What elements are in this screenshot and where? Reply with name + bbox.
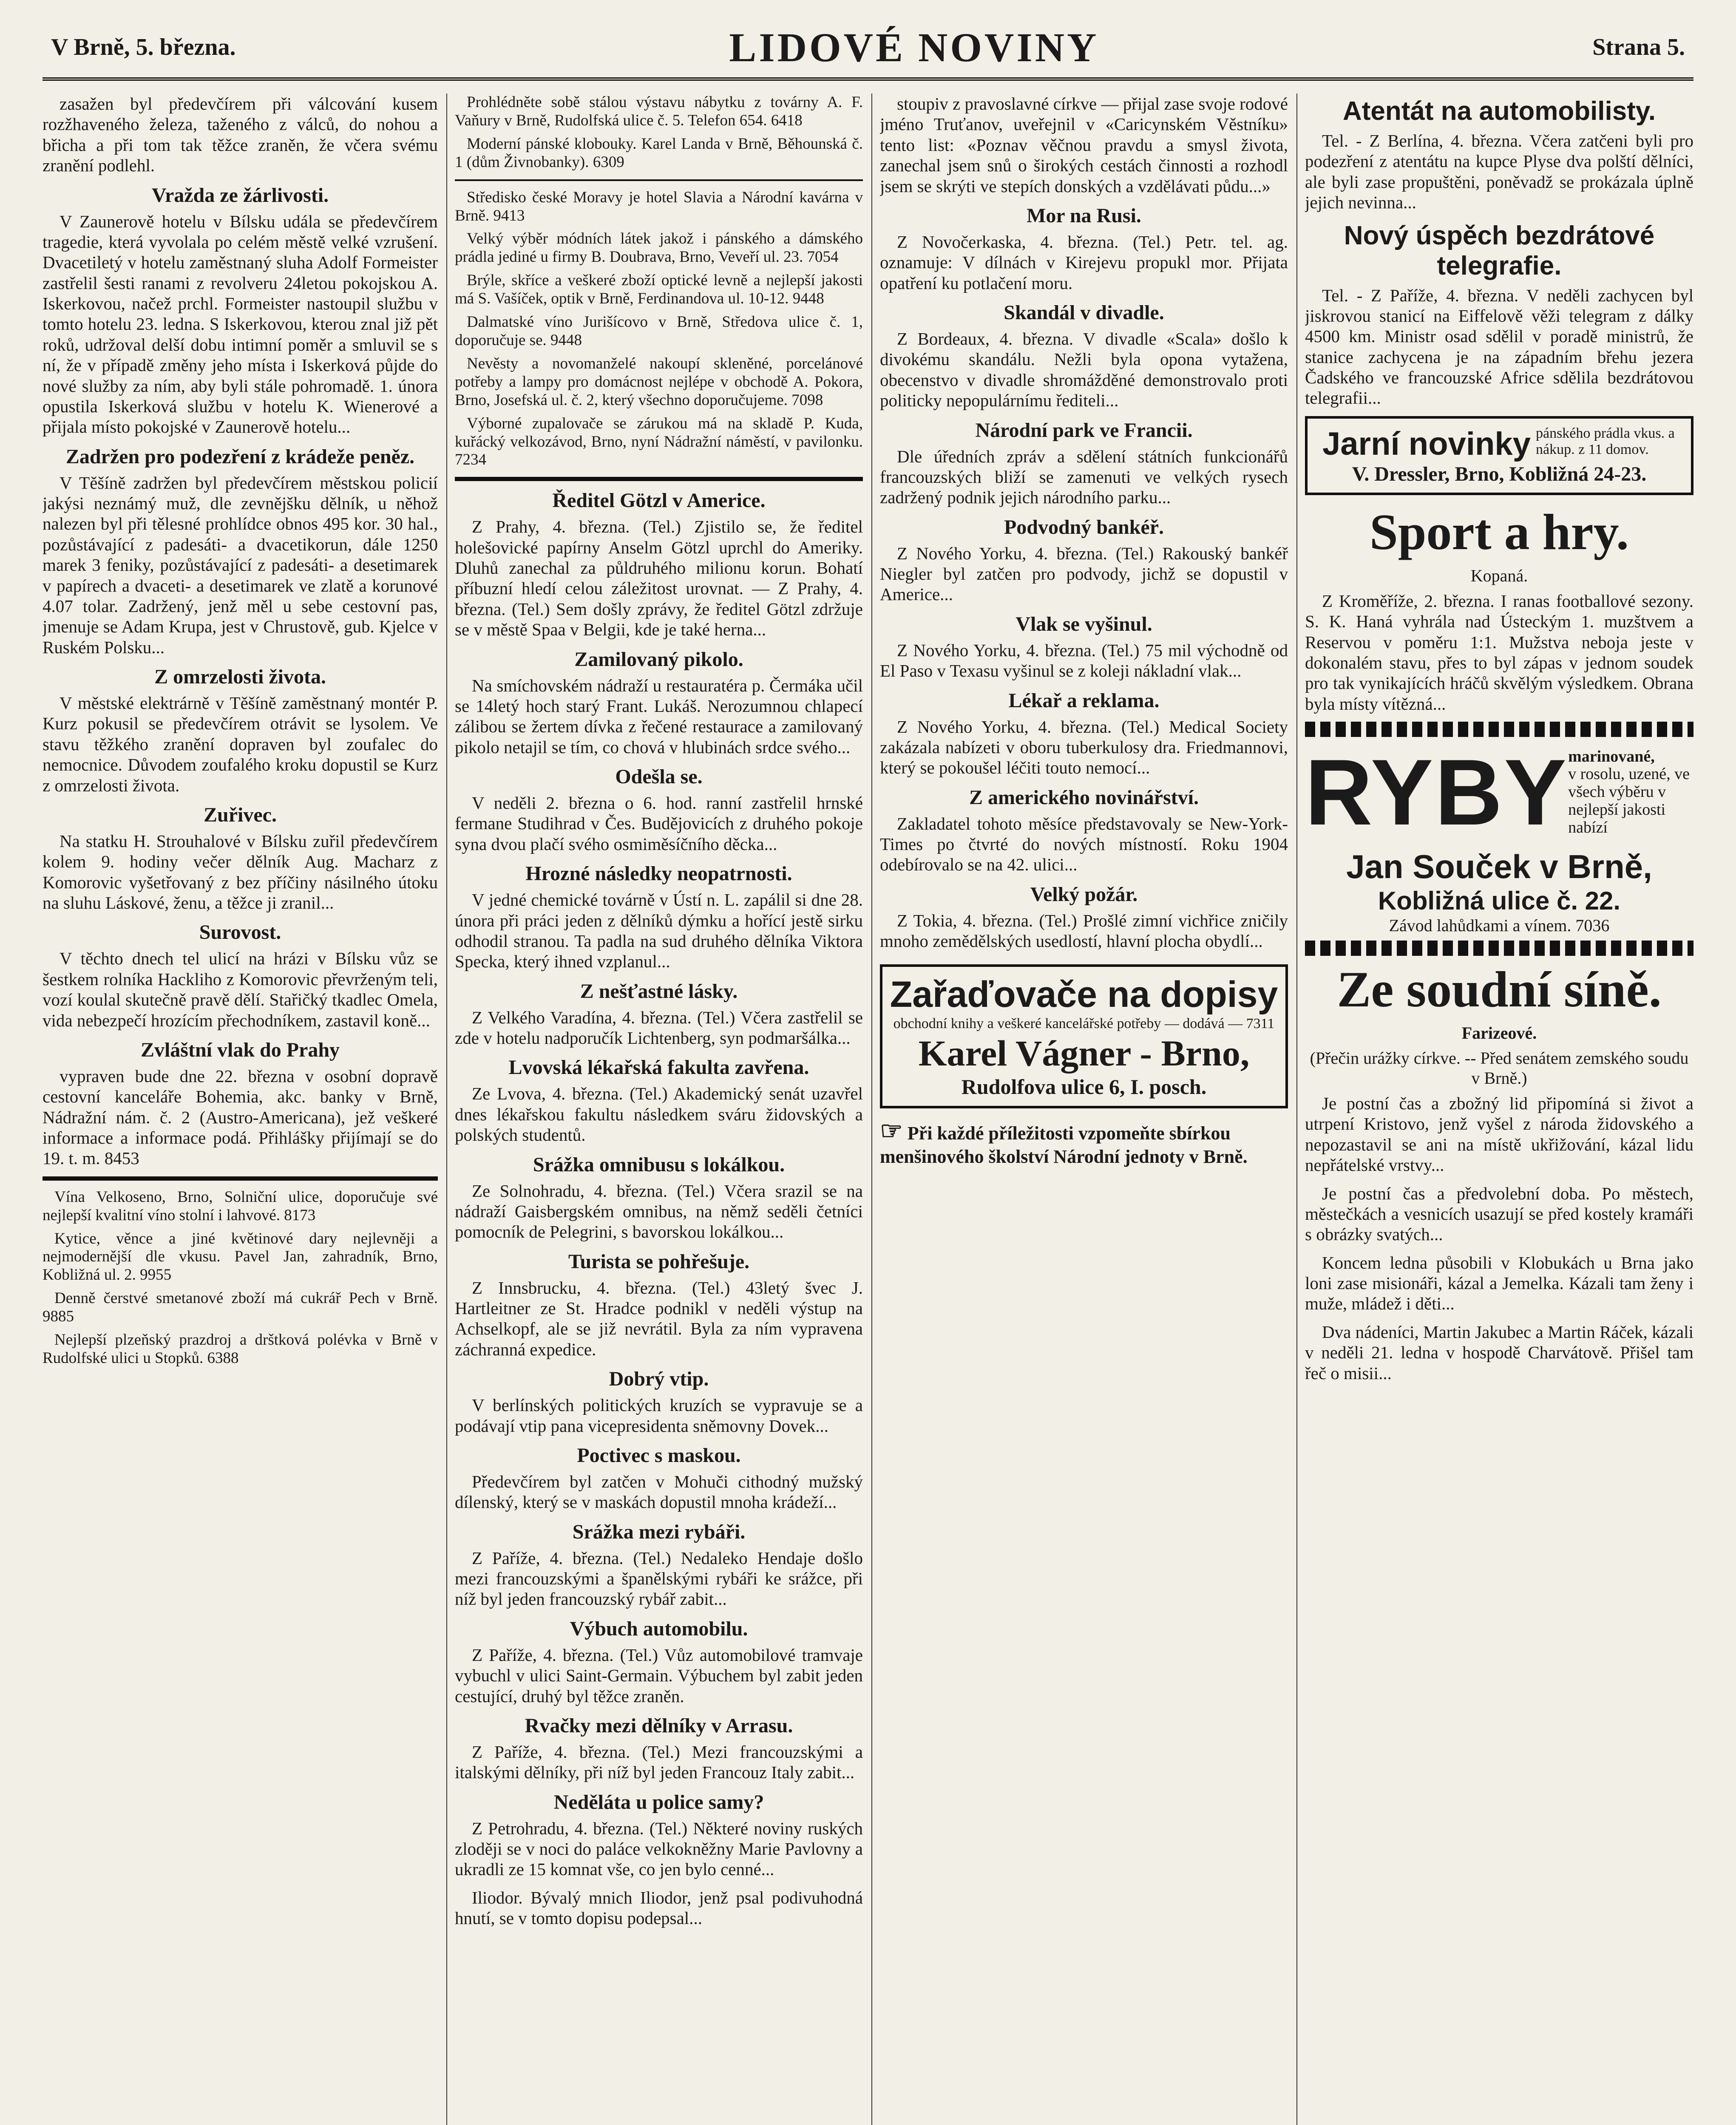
article-heading: Poctivec s maskou.: [577, 1444, 741, 1467]
article-paragraph: Je postní čas a zbožný lid připomíná si život a utrpení Kristovo, jenž vyšel z národa židovského a nepozastavil se ani na místě ukřižování, kázal lidu nepřátelské vrstvy...: [1305, 1094, 1693, 1175]
column-4: [1305, 94, 1693, 2125]
classified-ad: Denně čerstvé smetanové zboží má cukrář Pech v Brně. 9885: [43, 1289, 438, 1326]
article-paragraph: Z Velkého Varadína, 4. března. (Tel.) Včera zastřelil se zde v hotelu nadporučík Lichtenberg, syn podmaršálka...: [455, 1007, 863, 1048]
article-heading: Z nešťastné lásky.: [580, 980, 738, 1003]
ornamental-rule: [1305, 722, 1693, 737]
article-paragraph: Je postní čas a předvolební doba. Po městech, městečkách a vesnicích usazují se před kostely kramáři s obrázky svatých...: [1305, 1183, 1693, 1244]
divider: [455, 477, 863, 481]
article-heading: Nový úspěch bezdrátové telegrafie.: [1344, 221, 1655, 280]
article-heading: Skandál v divadle.: [1004, 301, 1164, 324]
classified-ad: Dalmatské víno Jurišícovo v Brně, Středova ulice č. 1, doporučuje se. 9448: [455, 313, 863, 349]
classified-ad: Výborné zupalovače se zárukou má na skladě P. Kuda, kuřácký velkozávod, Brno, nyní Nádražní náměstí, v pavilonku. 7234: [455, 414, 863, 469]
classified-ad: Velký výběr módních látek jakož i pánského a dámského prádla jediné u firmy B. Doubrava, Brno, Veveří ul. 23. 7054: [455, 230, 863, 266]
article-paragraph: zasažen byl předevčírem při válcování kusem rozžhaveného železa, taženého z válců, do nohou a břicha a při tom tak těžce zraněn, že včera svému zranění podlehl.: [43, 94, 438, 176]
article-heading: Velký požár.: [1030, 883, 1138, 906]
divider: [455, 179, 863, 181]
sport-subtitle: Kopaná.: [1470, 566, 1528, 585]
article-heading: Surovost.: [199, 921, 281, 944]
article-paragraph: Ze Solnohradu, 4. března. (Tel.) Včera srazil se na nádraží Gaisbergském omnibus, na němž seděli četníci pomocník de Pelegrini, s bavorskou lokálkou...: [455, 1181, 863, 1242]
article-paragraph: V berlínských politických kruzích se vypravuje se a podávají vtip pana vicepresidenta sněmovny Dovek...: [455, 1395, 863, 1436]
ad-fish-right-1: marinované,: [1568, 747, 1655, 765]
article-paragraph: Dva nádeníci, Martin Jakubec a Martin Ráček, kázali v neděli 21. ledna v hospodě Charvátově. Přišel tam řeč o misii...: [1305, 1322, 1693, 1383]
article-paragraph: V Těšíně zadržen byl předevčírem městskou policií jakýsi neznámý muž, dle zevnějšku dělník, u něhož nalezen byl při tělesné prohlídce obnos 495 kor. 30 hal., pozůstávající z padesáti- a dvacetikorun, dále 1250 marek 3 feniky, pozůstávající z padesáti- a desetimarek v papírech a dvaceti- a desetimarek ve zlatě a korunové 4.07 tolar. Zadržený, jenž měl u sebe cestovní pas, jmenuje se Adam Krupa, jest v Chrustově, gub. Kjelce v Ruském Polsku...: [43, 473, 438, 657]
article-paragraph: Z Nového Yorku, 4. března. (Tel.) Rakouský bankéř Niegler byl zatčen pro podvody, jichž se dopustil v Americe...: [880, 543, 1288, 604]
article-paragraph: Z Nového Yorku, 4. března. (Tel.) 75 mil východně od El Paso v Texasu vyšinul se z koleji nákladní vlak...: [880, 640, 1288, 681]
ad-fish-right-2: v rosolu, uzené, ve všech výběru v nejlepší jakosti nabízí: [1568, 765, 1690, 836]
article-heading: Zamilovaný pikolo.: [574, 648, 743, 671]
court-subtitle: Farizeové.: [1461, 1023, 1537, 1043]
article-paragraph: Z Paříže, 4. března. (Tel.) Vůz automobilové tramvaje vybuchl v ulici Saint-Germain. Výbuchem byl zabit jeden cestující, druhý byl těžce zraněn.: [455, 1645, 863, 1706]
article-heading: Neděláta u police samy?: [553, 1791, 764, 1813]
article-paragraph: V Zaunerově hotelu v Bílsku udála se předevčírem tragedie, která vyvolala po celém městě velké vzrušení. Dvacetiletý v hotelu zaměstnaný sluha Adolf Formeister zastřelil šesti ranami z revolveru 24letou pokojskou A. Iskerkovou, načež prchl. Formeister nastoupil službu v tomto hotelu 23. ledna. S Iskerkovou, kterou znal již pět roků, udržoval delší dobu intimní poměr a smluvil se s ní, že v případě změny jeho místa i Iskerková půjde do nové služby za ním, aby byli stále pohromadě. 1. února opustila Iskerková službu v hotelu K. Wienerové a přijala místo pokojské v Zaunerově hotelu...: [43, 211, 438, 437]
article-paragraph: Tel. - Z Berlína, 4. března. Včera zatčeni byli pro podezření z atentátu na kupce Plyse dva polští dělníci, ale byli zase propuštěni, poněvadž se prokázala úplně jejich nevinna...: [1305, 131, 1693, 212]
ad-small: pánského prádla vkus. a nákup. z 11 domov.: [1535, 425, 1675, 457]
article-paragraph: Z Prahy, 4. března. (Tel.) Zjistilo se, že ředitel holešovické papírny Anselm Götzl uprchl do Ameriky. Dluhů zanechal za půldruhého milionu korun. Bohatí příbuzní hledí celou záležitost urovnat. — Z Prahy, 4. března. (Tel.) Sem došly zprávy, že ředitel Götzl zdržuje se v městě Spaa v Belgii, kde je také herna...: [455, 517, 863, 640]
article-heading: Turista se pohřešuje.: [568, 1250, 750, 1273]
article-heading: Výbuch automobilu.: [570, 1617, 748, 1640]
article-paragraph: Z Petrohradu, 4. března. (Tel.) Některé noviny ruských zloději se v noci do paláce velkokněžny Marie Pavlovny a ukradli ze 15 komnat vše, co jen bylo cenné...: [455, 1818, 863, 1879]
article-heading: Národní park ve Francii.: [975, 419, 1193, 442]
court-lead: (Přečin urážky církve. -- Před senátem zemského soudu v Brně.): [1310, 1048, 1689, 1088]
article-heading: Srážka mezi rybáři.: [572, 1520, 746, 1543]
article-paragraph: Předevčírem byl zatčen v Mohuči cithodný mužský dílenský, který se v maskách dopustil mnoha krádeží...: [455, 1471, 863, 1512]
article-paragraph: Z Kroměříže, 2. března. I ranas footballové sezony. S. K. Haná vyhrála nad Ústeckým 1. muzštvem a Reservou v poměru 1:1. Mužstva neboja jeste v dokonalém stavu, přes to byl zápas v jednom soudek pro tak vynikajících hráčů skvělým výsledkem. Obrana byla místy vítězná...: [1305, 591, 1693, 714]
column-rule: [871, 94, 872, 2125]
classified-ad: Prohlédněte sobě stálou výstavu nábytku z továrny A. F. Vaňury v Brně, Rudolfská ulice č. 5. Telefon 654. 6418: [455, 94, 863, 129]
article-paragraph: Z Nového Yorku, 4. března. (Tel.) Medical Society zakázala nabízeti v oboru tuberkulosy dra. Friedmannovi, který se pokoušel léčiti touto nemocí...: [880, 717, 1288, 778]
court-title: Ze soudní síně.: [1337, 961, 1662, 1017]
ad-envelope-sorters: [880, 964, 1288, 1108]
article-paragraph: Na statku H. Strouhalové v Bílsku zuřil předevčírem kolem 9. hodiny večer dělník Aug. Macharz z Komorovic vyšetřovaný z bez příčiny násilného útoku na sluhu Láskové, ženu, a těžce ji zranil...: [43, 831, 438, 912]
article-paragraph: Zakladatel tohoto měsíce představovaly se New-York-Times po čtvrté do nových místností. Roku 1904 odebírovalo se na 42. ulici...: [880, 813, 1288, 875]
header-date: V Brně, 5. března.: [51, 34, 236, 60]
ad-fish-address: Kobližná ulice č. 22.: [1378, 887, 1621, 915]
article-paragraph: Z Tokia, 4. března. (Tel.) Prošlé zimní vichřice zničily mnoho zemědělských usedlostí, hlavní plocha obydlí...: [880, 910, 1288, 951]
article-paragraph: stoupiv z pravoslavné církve — přijal zase svoje rodové jméno Truťanov, uveřejnil v «Caricynském Věstníku» tento list: «Poznav věčnou pravdu a smysl života, zanechal jsem snů o širokých cestách činnosti a rozhodl jsem se skrýti ve stepích donských a vzdělávati půdu...»: [880, 94, 1288, 196]
article-paragraph: Z Innsbrucku, 4. března. (Tel.) 43letý švec J. Hartleitner ze St. Hradce podnikl v neděli výstup na Achselkopf, ale se již nevrátil. Byla za ním vypravena záchranná expedice.: [455, 1278, 863, 1359]
article-heading: Lvovská lékařská fakulta zavřena.: [508, 1056, 809, 1079]
ad-header: [1314, 425, 1684, 462]
article-paragraph: V jedné chemické továrně v Ústí n. L. zapálil si dne 28. února při práci jeden z dělníků dýmku a hořící jestě sirku odhodil stranou. Ta padla na sud druhého dělníka Viktora Specka, který ihned vzplanul...: [455, 890, 863, 972]
article-paragraph: Z Paříže, 4. března. (Tel.) Mezi francouzskými a italskými dělníky, při níž byl jeden Francouz Italy zabit...: [455, 1742, 863, 1782]
classified-ad: Středisko české Moravy je hotel Slavia a Národní kavárna v Brně. 9413: [455, 188, 863, 224]
article-heading: Dobrý vtip.: [609, 1368, 709, 1391]
ad-fish-name: Jan Souček v Brně,: [1346, 848, 1652, 885]
column-1: [43, 94, 438, 2125]
page-header: [43, 17, 1693, 81]
column-rule: [1296, 94, 1297, 2125]
ad-name: Karel Vágner - Brno,: [918, 1032, 1250, 1074]
masthead: LIDOVÉ NOVINY: [729, 24, 1099, 70]
article-paragraph: Tel. - Z Paříže, 4. března. V neděli zachycen byl jiskrovou stanicí na Eiffelově věži telegram z dálky 4500 km. Ministr osad sdělil v poradě ministrů, že stanice zachycena je na západním břehu jezera Čadského ve francouzské Africe sdělila bezdrátovou telegrafii...: [1305, 285, 1693, 408]
article-heading: Podvodný bankéř.: [1004, 516, 1164, 538]
article-heading: Z amerického novinářství.: [969, 786, 1199, 809]
classified-ad: Nejlepší plzeňský prazdroj a drštková polévka v Brně v Rudolfské ulici u Stopků. 6388: [43, 1331, 438, 1367]
article-paragraph: V těchto dnech tel ulicí na hrázi v Bílsku vůz se šestkem rolníka Hackliho z Komorovic převrženým teli, vozí koulal skutečně pravě dělí. Stařičký tkadlec Omela, vida nebezpečí hrozícím přechodníkem, zastavil koně...: [43, 949, 438, 1030]
ad-fish-right: [1568, 748, 1693, 837]
article-paragraph: Z Paříže, 4. března. (Tel.) Nedaleko Hendaje došlo mezi francouzskými a španělskými rybáři ke srážce, při níž byl jeden francouzský rybář zabit...: [455, 1548, 863, 1609]
article-paragraph: Z Bordeaux, 4. března. V divadle «Scala» došlo k divokému skandálu. Nežli byla opona vytažena, obecenstvo v divadle shromážděné demonstrovalo proti politicky nepopulárnímu řediteli...: [880, 329, 1288, 411]
ad-title: Zařaďovače na dopisy: [890, 974, 1278, 1015]
article-paragraph: Iliodor. Bývalý mnich Iliodor, jenž psal podivuhodná hnutí, se v tomto dopisu podepsal...: [455, 1887, 863, 1928]
article-heading: Odešla se.: [615, 765, 703, 788]
ad-address: V. Dressler, Brno, Kobližná 24-23.: [1352, 462, 1647, 485]
notice-text: Při každé příležitosti vzpomeňte sbírkou menšinového školství Národní jednoty v Brně.: [880, 1122, 1248, 1167]
ad-title: Jarní novinky: [1322, 425, 1531, 462]
article-paragraph: Na smíchovském nádraží u restauratéra p. Čermáka učil se 14letý hoch starý Frant. Lukáš. Nerozumnou chlapecí zálibou se žertem dívka z řečené restaurace a zamilovaný pikolo netajil se tím, co chová v hlubinách srdce svého...: [455, 675, 863, 757]
ad-lines: obchodní knihy a veškeré kancelářské potřeby — dodává — 7311: [893, 1015, 1275, 1031]
article-heading: Srážka omnibusu s lokálkou.: [533, 1153, 785, 1176]
article-heading: Vražda ze žárlivosti.: [151, 184, 329, 207]
article-heading: Lékař a reklama.: [1008, 689, 1160, 712]
columns: [43, 94, 1693, 2125]
article-paragraph: Dle úředních zpráv a sdělení státních funkcionářů francouzských bliží se zamenuti ve velkých rysech zadržený podnik jejich národního parku...: [880, 446, 1288, 507]
article-paragraph: vypraven bude dne 22. března v osobní dopravě cestovní kanceláře Bohemia, akc. banky v Brně, Nádražní nám. č. 2 (Austro-Americana), jež veškeré informace a informace podá. Přihlášky přijímají se do 19. t. m. 8453: [43, 1066, 438, 1168]
ad-fish-small: Závod lahůdkami a vínem. 7036: [1389, 916, 1610, 935]
classified-ad: Vína Velkoseno, Brno, Solniční ulice, doporučuje své nejlepší kvalitní víno stolní i lahvové. 8173: [43, 1188, 438, 1224]
classified-ad: Brýle, skříce a veškeré zboží optické levně a nejlepší jakosti má S. Vašíček, optik v Brně, Ferdinandova ul. 10-12. 9448: [455, 272, 863, 308]
article-heading: Mor na Rusi.: [1027, 204, 1141, 227]
article-paragraph: Ze Lvova, 4. března. (Tel.) Akademický senát uzavřel dnes lékařskou fakultu následkem sváru židovských a polských studentů.: [455, 1084, 863, 1145]
column-3: [880, 94, 1288, 2125]
article-paragraph: Z Novočerkaska, 4. března. (Tel.) Petr. tel. ag. oznamuje: V dílnách v Kirejevu propukl mor. Přijata opatření ku potlačení moru.: [880, 232, 1288, 293]
charity-notice: [880, 1116, 1288, 1167]
ad-spring-novelties: [1305, 416, 1693, 495]
article-heading: Zadržen pro podezření z krádeže peněz.: [65, 445, 415, 468]
article-heading: Hrozné následky neopatrnosti.: [525, 862, 792, 885]
article-paragraph: Koncem ledna působili v Klobukách u Brna jako loni zase misionáři, kázal a Jemelka. Kázali tam ženy i muže, mládež i děti...: [1305, 1252, 1693, 1314]
ad-fish: [1305, 740, 1693, 844]
article-heading: Rvačky mezi dělníky v Arrasu.: [525, 1714, 793, 1737]
article-paragraph: V městské elektrárně v Těšíně zaměstnaný montér P. Kurz pokusil se předevčírem otrávit se lysolem. Ve stavu těžkého zranění dopraven byl zoufalec do nemocnice. Důvodem zoufalého kroku dopustil se Kurz z omrzelosti života.: [43, 693, 438, 795]
ad-address: Rudolfova ulice 6, I. posch.: [961, 1074, 1207, 1099]
classified-ad: Moderní pánské klobouky. Karel Landa v Brně, Běhounská č. 1 (dům Živnobanky). 6309: [455, 135, 863, 171]
article-heading: Ředitel Götzl v Americe.: [552, 489, 766, 512]
page-number: Strana 5.: [1592, 34, 1685, 60]
ornamental-rule: [1305, 941, 1693, 956]
pointing-hand-icon: ☞: [880, 1116, 903, 1145]
classified-ad: Nevěsty a novomanželé nakoupí skleněné, porcelánové potřeby a lampy pro domácnost nejlépe v obchodě A. Pokora, Brno, Josefská ul. č. 2, který všechno doporučujeme. 7098: [455, 354, 863, 409]
article-heading: Z omrzelosti života.: [154, 666, 326, 688]
article-heading: Zuřivec.: [204, 803, 277, 826]
article-heading: Zvláštní vlak do Prahy: [140, 1038, 340, 1061]
article-paragraph: V neděli 2. března o 6. hod. ranní zastřelil hrnské fermane Studihrad v Čes. Budějovicích z druhého pokoje syna dvou plačí svého osmiměsíčního děcka...: [455, 793, 863, 854]
article-heading: Atentát na automobilisty.: [1342, 96, 1656, 126]
article-heading: Vlak se vyšinul.: [1016, 612, 1152, 635]
ad-big-word: RYBY: [1305, 740, 1569, 844]
sport-title: Sport a hry.: [1369, 503, 1629, 560]
divider: [43, 1176, 438, 1181]
classified-ad: Kytice, věnce a jiné květinové dary nejlevněji a nejmodernější dle vkusu. Pavel Jan, zahradník, Brno, Kobližná ul. 2. 9955: [43, 1230, 438, 1284]
column-2: [455, 94, 863, 2125]
column-rule: [446, 94, 447, 2125]
